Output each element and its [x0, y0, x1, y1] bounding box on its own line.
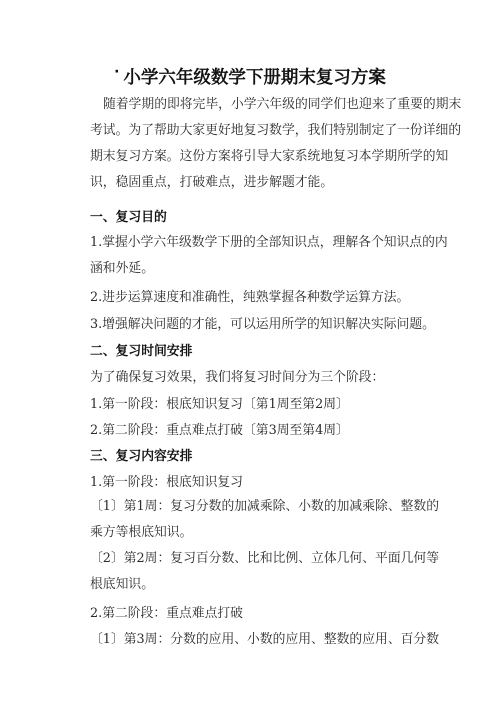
section3-week1: [90, 494, 440, 546]
section-heading-3: 三、复习内容安排: [90, 449, 193, 464]
week-line: 〔1〕第1周：复习分数的加减乘除、小数的加减乘除、整数的: [90, 499, 440, 514]
section3-week2: [90, 546, 440, 598]
section2-lead: 为了确保复习效果，我们将复习时间分为三个阶段：: [90, 370, 385, 385]
week-line: 乘方等根底知识。: [90, 525, 193, 540]
section1-item3: 3.增强解决问题的才能，可以运用所学的知识解决实际问题。: [90, 317, 435, 332]
intro-line: 识，稳固重点，打破难点，进步解题才能。: [90, 175, 334, 190]
intro-line: 期末复习方案。这份方案将引导大家系统地复习本学期所学的知: [90, 149, 449, 164]
item-line: 涵和外延。: [90, 261, 154, 276]
title-dot: ·: [114, 64, 120, 80]
section2-stage2: 2.第二阶段：重点难点打破〔第3周至第4周〕: [90, 423, 349, 438]
intro-line: 考试。为了帮助大家更好地复习数学，我们特别制定了一份详细的: [90, 123, 462, 138]
intro-paragraph: [90, 92, 462, 196]
section3-week3: 〔1〕第3周：分数的应用、小数的应用、整数的应用、百分数: [90, 632, 440, 647]
item-line: 1.掌握小学六年级数学下册的全部知识点，理解各个知识点的内: [90, 235, 448, 250]
section-heading-1: 一、复习目的: [90, 210, 167, 225]
section3-stage2-title: 2.第二阶段：重点难点打破: [90, 606, 243, 621]
intro-line: 随着学期的即将完毕，小学六年级的同学们也迎来了重要的期末: [103, 97, 462, 112]
week-line: 〔2〕第2周：复习百分数、比和比例、立体几何、平面几何等: [90, 551, 440, 566]
section1-item1: [90, 230, 448, 282]
title-text: 小学六年级数学下册期末复习方案: [123, 68, 386, 88]
document-title: [0, 66, 500, 90]
section1-item2: 2.进步运算速度和准确性，纯熟掌握各种数学运算方法。: [90, 290, 410, 305]
section-heading-2: 二、复习时间安排: [90, 344, 193, 359]
section3-stage1-title: 1.第一阶段：根底知识复习: [90, 475, 243, 490]
section2-stage1: 1.第一阶段：根底知识复习〔第1周至第2周〕: [90, 397, 349, 412]
week-line: 根底知识。: [90, 577, 154, 592]
